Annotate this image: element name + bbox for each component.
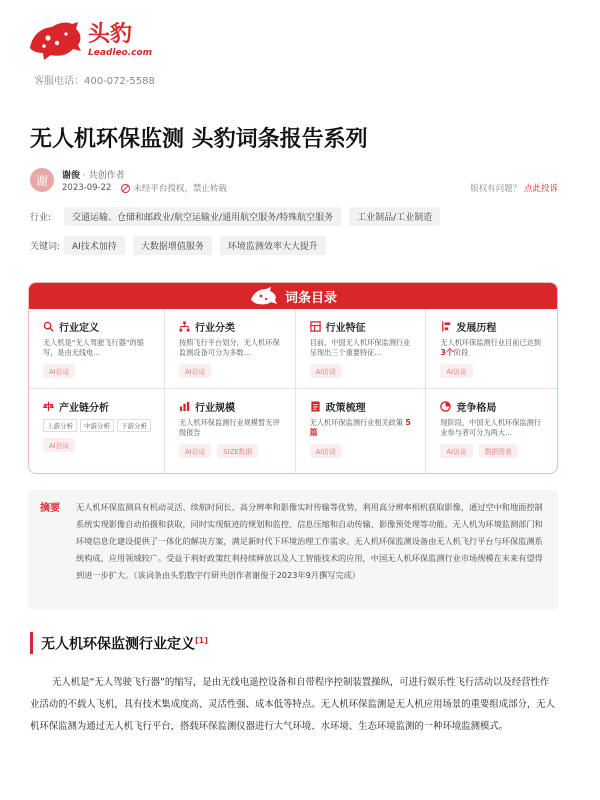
summary-text: 无人机环保监测具有机动灵活、续航时间长、高分辨率和影像实时传输等优势，利用高分辨率相机获取影像，通过空中和地面控制系统实现影像自动拍摄和获取，同时实现航迹的规划和监控、信息压缩和自动传输、影像预处理等功能。无人机为环境监测部门和环境信息化建设提供了一体化的解决方案，满足新时代下环境治理工作需求。无人机环保监测设备由无人机飞行平台与环保监测系统构成，应用领域较广。受益于利好政策红利持续释放以及人工智能技术的应用，中国无人机环保监测行业市场规模在未来有望得到进一步扩大。（该词条由头豹数字行研共创作者谢俊于2023年9月撰写完成）	[76, 502, 543, 580]
copyright-notice: 未经平台授权，禁止转载	[133, 184, 227, 194]
section-title-text: 无人机环保监测行业定义	[41, 636, 195, 653]
data-chart-chip[interactable]: 数据图表	[479, 444, 518, 458]
summary-label: 摘要	[40, 503, 60, 514]
author-name[interactable]: 谢俊	[62, 171, 81, 181]
toc-item-desc: 无人机环保监测行业目前已达到 3个阶段	[440, 338, 541, 357]
downstream-tag[interactable]: 下游分析	[117, 419, 151, 432]
stage-count: 3个	[440, 348, 454, 357]
toc-item-title: 行业分类	[195, 323, 235, 334]
toc-item-desc: 按照飞行平台划分，无人机环保监测设备可分为多数...	[179, 338, 280, 357]
industry-tag[interactable]: 交通运输、仓储和邮政业/航空运输业/通用航空服务/特殊航空服务	[64, 207, 341, 226]
magnifier-icon	[43, 321, 54, 332]
toc-panel	[28, 282, 558, 474]
tree-icon	[179, 321, 190, 332]
toc-item-desc: 现阶段，中国无人机环保监测行业参与者可分为两大...	[440, 418, 541, 437]
chain-icon	[43, 401, 54, 412]
page-title: 无人机环保监测 头豹词条报告系列	[30, 127, 368, 152]
leopard-head-icon	[249, 286, 279, 306]
industry-row	[30, 207, 448, 226]
complaint	[470, 182, 558, 194]
toc-item-policy[interactable]	[296, 389, 427, 473]
keyword-row	[30, 236, 334, 255]
industry-label: 行业:	[30, 213, 52, 223]
ai-interview-chip[interactable]: AI访谈	[43, 438, 75, 452]
complaint-question: 版权有问题？	[470, 184, 522, 194]
industry-tag[interactable]: 工业制品/工业制造	[349, 207, 440, 226]
ai-interview-chip[interactable]: AI访谈	[43, 364, 75, 378]
definition-paragraph: 无人机是“无人驾驶飞行器”的缩写，是由无线电遥控设备和自带程序控制装置操纵，可进行娱乐性飞行活动以及经营性作业活动的不载人飞机，具有技术集成度高、灵活性强、成本低等特点。无人机环保监测是无人机应用场景的重要组成部分，无人机环保监测为通过无人机飞行平台，搭载环保监测仪器进行大气环境、水环境、生态环境监测的一种环境监测模式。	[30, 677, 556, 732]
midstream-tag[interactable]: 中游分析	[80, 419, 114, 432]
reference-mark[interactable]: [1]	[195, 636, 208, 645]
keyword-label: 关键词:	[30, 242, 61, 252]
ai-interview-chip[interactable]: AI访谈	[179, 364, 211, 378]
publish-date: 2023-09-22	[62, 183, 112, 193]
author-info	[62, 168, 125, 181]
size-data-chip[interactable]: SIZE数据	[217, 444, 258, 458]
timeline-icon	[440, 321, 451, 332]
keyword-tag[interactable]: 环境监测效率大大提升	[220, 236, 326, 255]
brand-header	[26, 18, 152, 62]
toc-item-history[interactable]	[426, 309, 557, 389]
toc-title: 词条目录	[284, 290, 337, 306]
keyword-tag[interactable]: 大数据增值服务	[133, 236, 212, 255]
toc-item-title: 政策梳理	[325, 403, 366, 414]
author-role: · 共创作者	[82, 171, 125, 181]
toc-item-definition[interactable]	[29, 309, 165, 389]
summary-box	[28, 490, 558, 610]
section-heading	[30, 632, 208, 654]
toc-header	[29, 283, 557, 309]
brand-name: 头豹	[88, 22, 133, 47]
avatar: 谢	[30, 168, 54, 192]
toc-item-chain[interactable]	[29, 389, 165, 473]
hotline-text: 客服电话：400-072-5588	[34, 76, 155, 87]
upstream-tag[interactable]: 上游分析	[43, 419, 77, 432]
toc-item-title: 行业规模	[195, 403, 235, 414]
policy-count: 5篇	[309, 418, 411, 437]
toc-item-features[interactable]	[296, 309, 427, 389]
toc-item-classification[interactable]	[165, 309, 296, 389]
document-icon	[310, 401, 321, 412]
leopard-logo-icon	[26, 18, 84, 62]
toc-item-desc: 无人机是“无人驾驶飞行器”的缩写，是由无线电...	[43, 338, 144, 357]
toc-item-desc: 无人机环保监测行业规模暂无评级报告	[179, 418, 280, 437]
ai-interview-chip[interactable]: AI访谈	[179, 444, 211, 458]
bar-chart-icon	[179, 401, 190, 412]
toc-item-scale[interactable]	[165, 389, 296, 473]
toc-item-title: 产业链分析	[59, 403, 109, 414]
ai-interview-chip[interactable]: AI访谈	[440, 444, 472, 458]
toc-item-title: 发展历程	[456, 323, 497, 334]
ai-interview-chip[interactable]: AI访谈	[440, 364, 472, 378]
brand-domain: Leadleo.com	[88, 48, 153, 58]
toc-item-title: 竞争格局	[456, 403, 497, 414]
toc-item-title: 行业定义	[59, 323, 99, 334]
forbidden-icon	[121, 184, 130, 193]
complaint-link[interactable]: 点此投诉	[523, 184, 558, 194]
toc-item-desc: 无人机环保监测行业相关政策 5篇	[309, 418, 411, 437]
keyword-tag[interactable]: AI技术加持	[64, 236, 125, 255]
ai-interview-chip[interactable]: AI访谈	[310, 364, 342, 378]
grid-icon	[310, 321, 321, 332]
toc-item-title: 行业特征	[325, 323, 366, 334]
author-meta	[62, 182, 227, 194]
toc-item-competition[interactable]	[426, 389, 557, 473]
pie-chart-icon	[440, 401, 451, 412]
ai-interview-chip[interactable]: AI访谈	[310, 444, 342, 458]
toc-item-desc: 目前，中国无人机环保监测行业呈现出三个重要特征...	[309, 338, 411, 357]
